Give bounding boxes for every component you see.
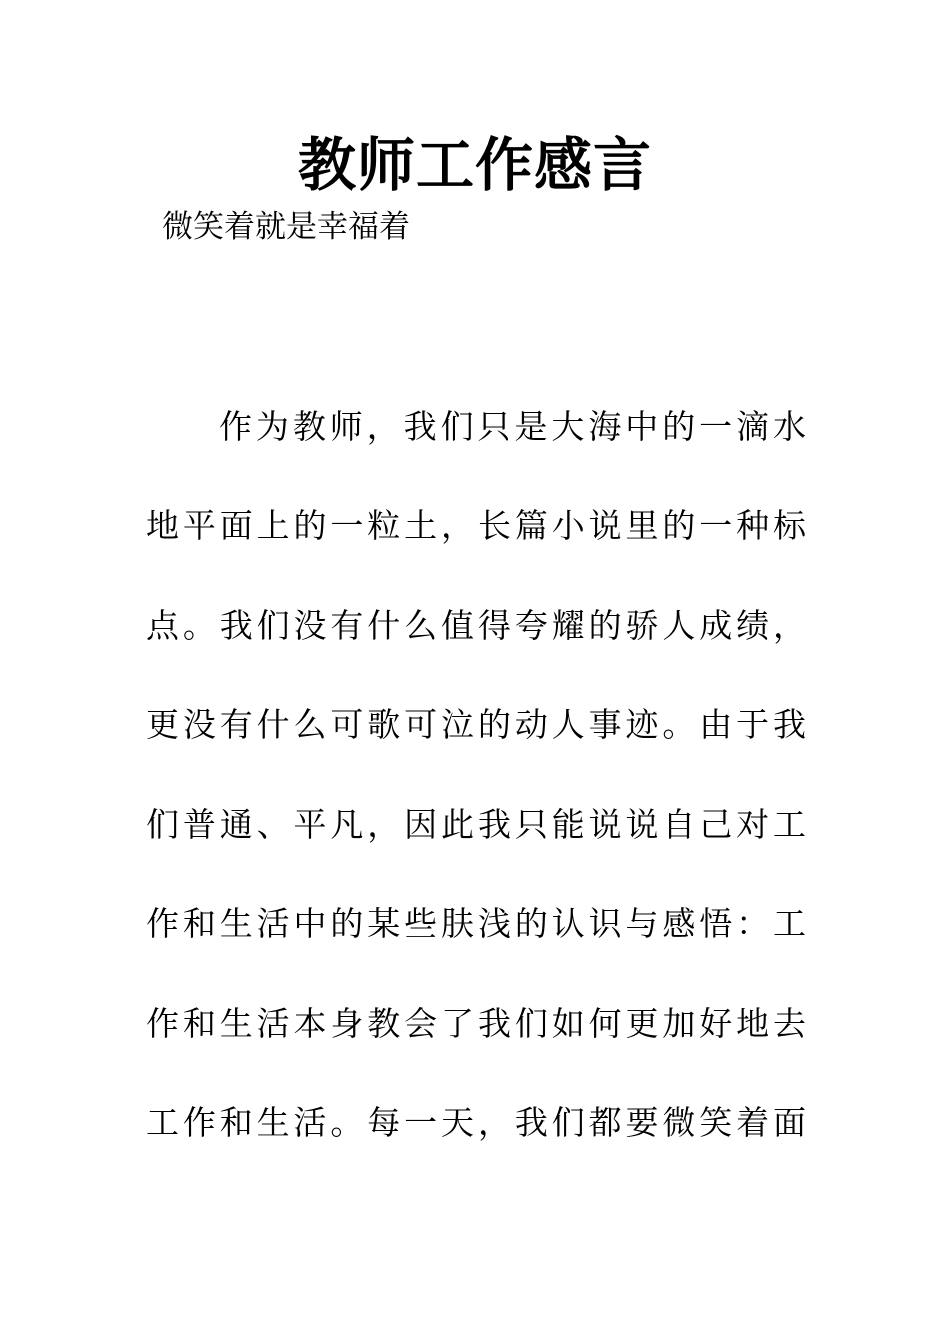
paragraph-line: 点。我们没有什么值得夸耀的骄人成绩， (146, 606, 806, 645)
paragraph-line: 作和生活中的某些肤浅的认识与感悟：工 (146, 904, 806, 943)
paragraph-line: 作为教师，我们只是大海中的一滴水 (219, 407, 806, 446)
paragraph-line: 更没有什么可歌可泣的动人事迹。由于我 (146, 705, 806, 744)
paragraph-line: 们普通、平凡，因此我只能说说自己对工 (146, 805, 806, 844)
page-subtitle: 微笑着就是幸福着 (162, 209, 410, 245)
paragraph-line: 地平面上的一粒土，长篇小说里的一种标 (146, 506, 806, 545)
paragraph-line: 工作和生活。每一天，我们都要微笑着面 (146, 1103, 806, 1142)
page-title: 教师工作感言 (297, 131, 652, 199)
paragraph-line: 作和生活本身教会了我们如何更加好地去 (146, 1004, 806, 1043)
